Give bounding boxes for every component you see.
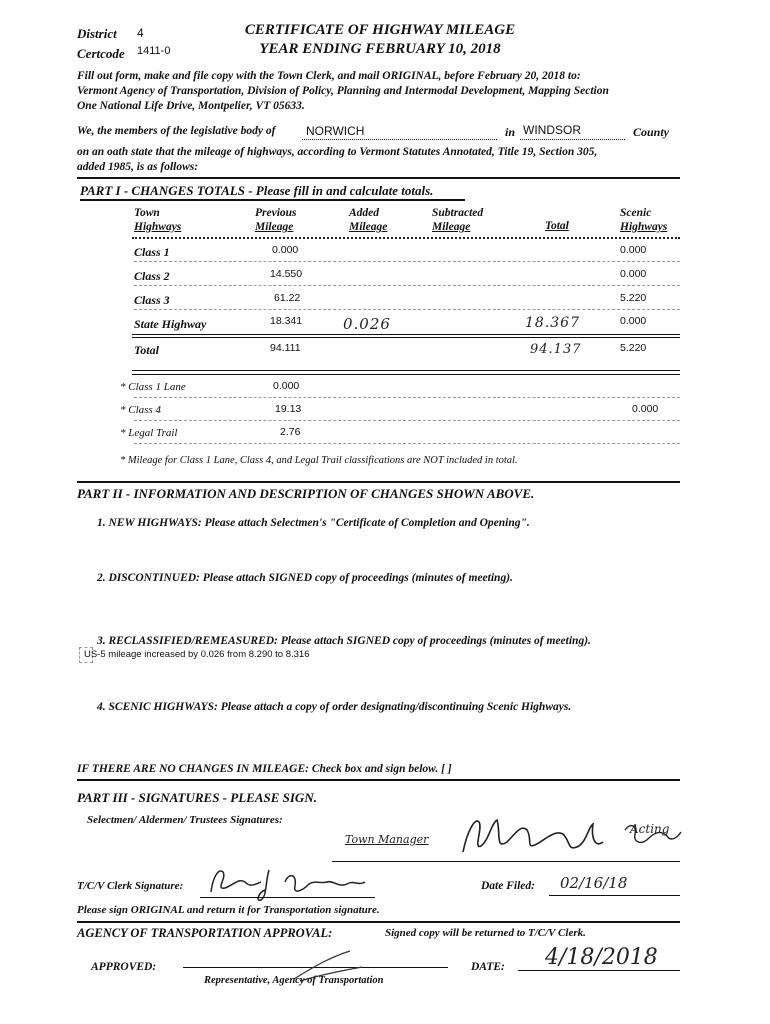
col-previous-mileage: Previous Mileage	[255, 207, 297, 233]
selectmen-acting-handwritten: Acting	[630, 822, 670, 836]
row-scenic: 0.000	[632, 403, 659, 415]
approval-date-label: DATE:	[471, 961, 505, 973]
divider-part1-top	[77, 177, 680, 179]
clerk-signature-line	[200, 897, 375, 898]
row-previous: 2.76	[280, 426, 301, 438]
divider-part3-top	[77, 779, 680, 781]
oath-line-2: on an oath state that the mileage of highways, according to Vermont Statutes Annotated, Title 19, Section 305,	[77, 146, 598, 158]
representative-label: Representative, Agency of Transportation	[204, 975, 384, 986]
part1-heading: PART I - CHANGES TOTALS - Please fill in and calculate totals.	[80, 183, 434, 198]
part1-footnote: * Mileage for Class 1 Lane, Class 4, and Legal Trail classifications are NOT included in total.	[120, 455, 518, 466]
row-rule	[134, 309, 680, 310]
row-rule	[134, 443, 680, 444]
part2-heading: PART II - INFORMATION AND DESCRIPTION OF CHANGES SHOWN ABOVE.	[77, 486, 535, 501]
other-rule-2	[132, 374, 680, 375]
instructions-line-3: One National Life Drive, Montpelier, VT 05633.	[77, 100, 305, 112]
instructions-line-2: Vermont Agency of Transportation, Division of Policy, Planning and Intermodal Development, Mapping Section	[77, 85, 609, 97]
row-label: Class 3	[134, 293, 170, 307]
total-rule-1	[132, 334, 680, 335]
col-scenic-highways: Scenic Highways	[620, 207, 668, 233]
row-label: Class 2	[134, 269, 170, 283]
part1-heading-underline	[80, 199, 465, 201]
row-total-handwritten: 18.367	[525, 315, 580, 331]
agency-heading: AGENCY OF TRANSPORTATION APPROVAL:	[77, 926, 333, 940]
oath-town-value: NORWICH	[306, 124, 365, 138]
district-label: District	[77, 26, 117, 41]
district-value: 4	[137, 26, 144, 40]
col-town-highways: Town Highways	[134, 207, 182, 233]
approved-label: APPROVED:	[91, 961, 157, 973]
row-rule	[134, 397, 680, 398]
total-previous: 94.111	[270, 342, 301, 354]
selectmen-signatures-label: Selectmen/ Aldermen/ Trustees Signatures:	[87, 814, 283, 826]
total-total-handwritten: 94.137	[530, 342, 582, 357]
part3-heading: PART III - SIGNATURES - PLEASE SIGN.	[77, 790, 317, 805]
oath-we-label: We, the members of the legislative body of	[77, 125, 276, 137]
row-added-handwritten: 0.026	[343, 315, 391, 333]
row-previous: 0.000	[273, 380, 300, 392]
col-subtracted-mileage: Subtracted Mileage	[432, 207, 484, 233]
other-rule-1	[132, 370, 680, 371]
clerk-signature-label: T/C/V Clerk Signature:	[77, 880, 184, 892]
part2-item-reclassified: 3. RECLASSIFIED/REMEASURED: Please attach SIGNED copy of proceedings (minutes of meeting).	[97, 635, 591, 647]
approval-date-line	[518, 970, 680, 971]
oath-line-3: added 1985, is as follows:	[77, 161, 199, 173]
return-note: Please sign ORIGINAL and return it for Transportation signature.	[77, 904, 380, 916]
row-label: * Class 1 Lane	[120, 381, 186, 393]
table-header-rule	[132, 237, 680, 239]
row-scenic: 0.000	[620, 268, 647, 280]
selectmen-signature-line	[332, 861, 680, 862]
date-filed-handwritten: 02/16/18	[560, 874, 628, 892]
row-label: Class 1	[134, 245, 170, 259]
row-scenic: 0.000	[620, 244, 647, 256]
oath-town-underline	[302, 139, 497, 140]
agency-note: Signed copy will be returned to T/C/V Clerk.	[385, 927, 586, 939]
row-label: State Highway	[134, 317, 207, 331]
page-subtitle: YEAR ENDING FEBRUARY 10, 2018	[259, 41, 501, 57]
no-changes-text[interactable]: IF THERE ARE NO CHANGES IN MILEAGE: Check box and sign below. [ ]	[77, 763, 452, 775]
row-previous: 14.550	[270, 268, 303, 280]
row-rule	[134, 285, 680, 286]
total-rule-2	[132, 337, 680, 338]
part2-reclassified-note: US-5 mileage increased by 0.026 from 8.290 to 8.316	[84, 649, 310, 660]
row-label: * Legal Trail	[120, 427, 178, 439]
row-scenic: 0.000	[620, 315, 647, 327]
certcode-value: 1411-0	[137, 45, 171, 57]
row-scenic: 5.220	[620, 292, 647, 304]
date-filed-label: Date Filed:	[481, 880, 535, 892]
total-label: Total	[134, 343, 159, 357]
oath-in-label: in	[505, 125, 516, 139]
selectmen-signature	[455, 812, 685, 862]
divider-part2-top	[77, 481, 680, 483]
date-filed-line	[549, 895, 680, 896]
oath-county-label: County	[633, 125, 670, 139]
page-title: CERTIFICATE OF HIGHWAY MILEAGE	[244, 22, 516, 38]
row-previous: 61.22	[274, 292, 301, 304]
divider-agency-top	[77, 921, 680, 923]
row-previous: 0.000	[272, 244, 299, 256]
row-rule	[134, 420, 680, 421]
total-scenic: 5.220	[620, 342, 647, 354]
row-previous: 19.13	[275, 403, 302, 415]
col-added-mileage: Added Mileage	[349, 207, 388, 233]
oath-county-value: WINDSOR	[523, 123, 581, 137]
row-previous: 18.341	[270, 315, 303, 327]
certcode-label: Certcode	[77, 46, 125, 61]
part2-item-scenic: 4. SCENIC HIGHWAYS: Please attach a copy of order designating/discontinuing Scenic Highways.	[97, 701, 572, 713]
instructions-line-1: Fill out form, make and file copy with the Town Clerk, and mail ORIGINAL, before February 20, 2018 to:	[77, 70, 581, 82]
row-label: * Class 4	[120, 404, 161, 416]
row-rule	[134, 261, 680, 262]
approval-date-handwritten: 4/18/2018	[545, 945, 658, 970]
oath-county-underline	[520, 139, 625, 140]
selectmen-title-handwritten: Town Manager	[345, 833, 429, 846]
col-total: Total	[545, 220, 569, 232]
part2-item-new-highways: 1. NEW HIGHWAYS: Please attach Selectmen's "Certificate of Completion and Opening".	[97, 517, 530, 529]
part2-item-discontinued: 2. DISCONTINUED: Please attach SIGNED copy of proceedings (minutes of meeting).	[97, 572, 513, 584]
